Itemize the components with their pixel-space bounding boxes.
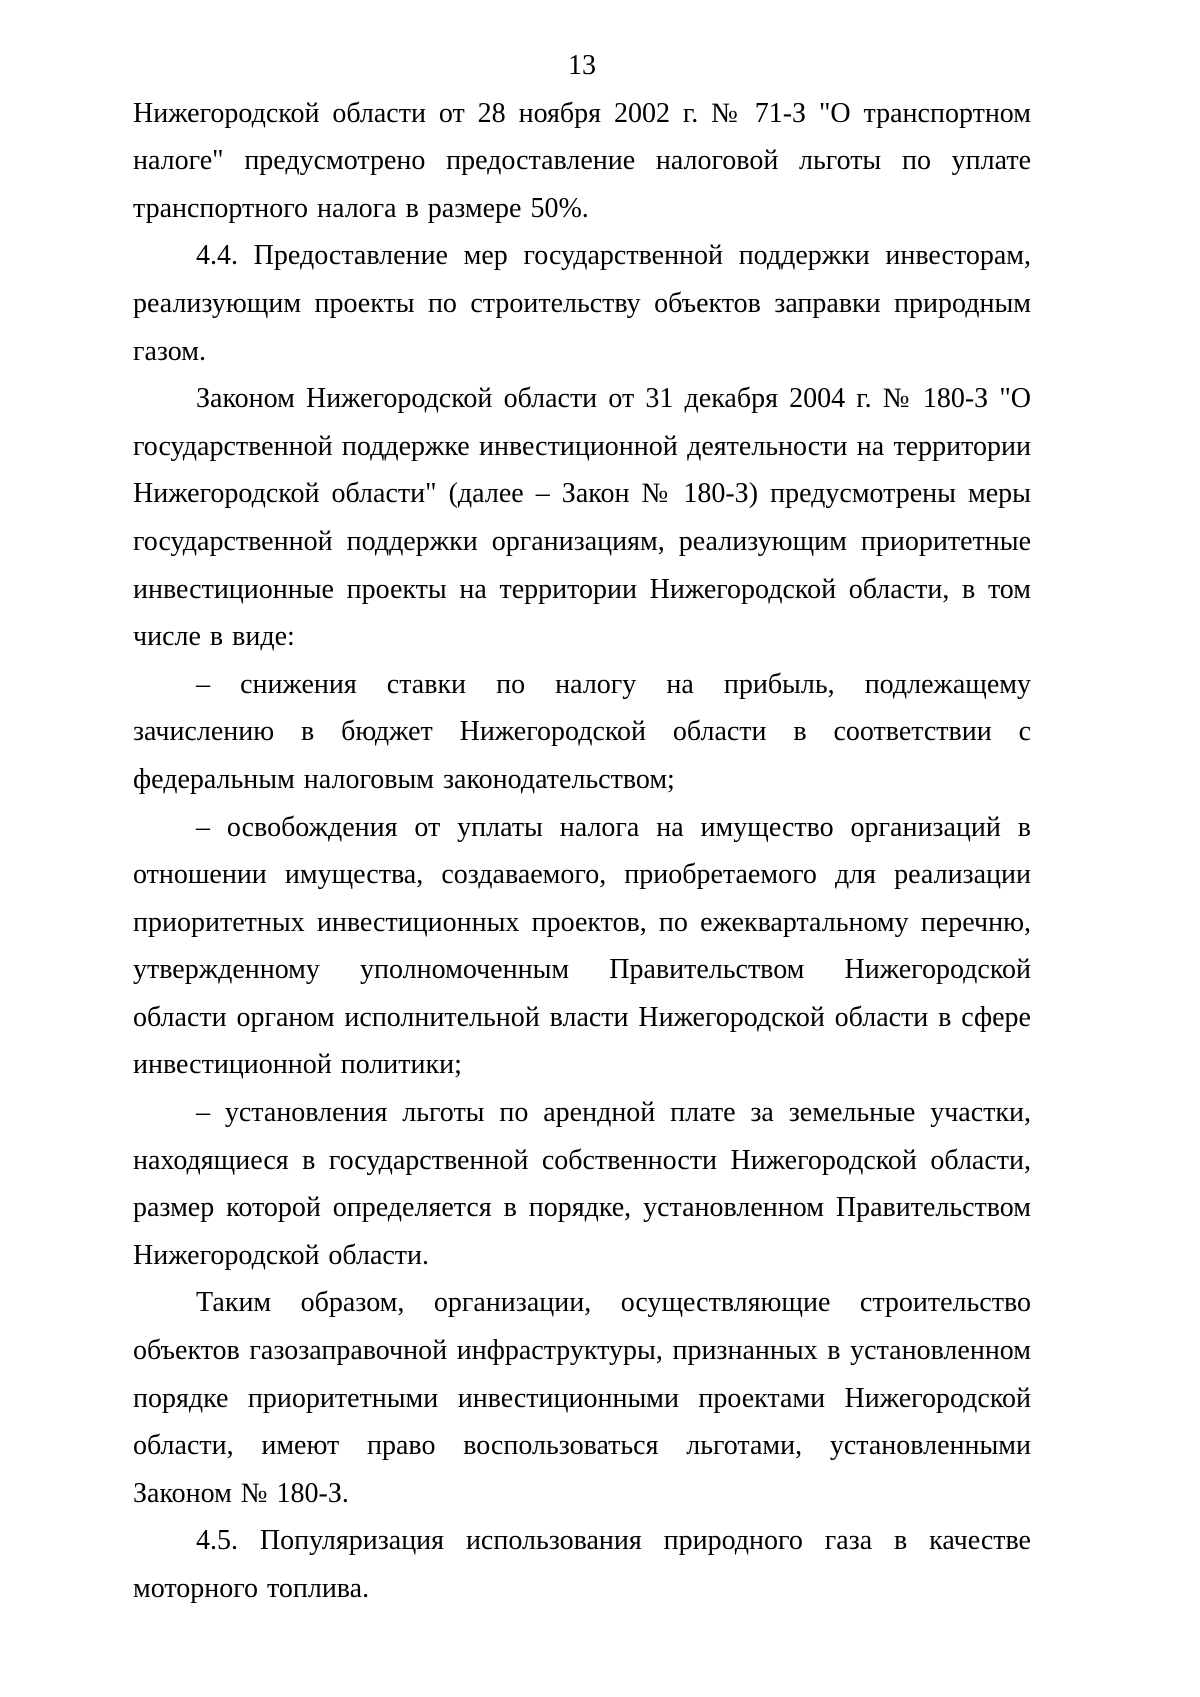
paragraph: – снижения ставки по налогу на прибыль, подлежащему зачислению в бюджет Нижегородской области в соответствии с федеральным налоговым законодательством; [133, 668, 1031, 795]
paragraph: 4.4. Предоставление мер государственной поддержки инвесторам, реализующим проекты по строительству объектов заправки природным газом. [133, 240, 1031, 367]
page-number: 13 [568, 50, 596, 81]
document-body [133, 90, 1031, 1613]
paragraph: Законом Нижегородской области от 31 декабря 2004 г. № 180-З "О государственной поддержке инвестиционной деятельности на территории Нижегородской области" (далее – Закон № 180-З) предусмотрены меры государственной поддержки организациям, реализующим приоритетные инвестиционные проекты на территории Нижегородской области, в том числе в виде: [133, 383, 1031, 653]
paragraph: 4.5. Популяризация использования природного газа в качестве моторного топлива. [133, 1525, 1031, 1604]
paragraph: – освобождения от уплаты налога на имущество организаций в отношении имущества, создаваемого, приобретаемого для реализации приоритетных инвестиционных проектов, по ежеквартальному перечню, утвержденному уполномоченным Правительством Нижегородской области органом исполнительной власти Нижегородской области в сфере инвестиционной политики; [133, 811, 1031, 1081]
paragraph: Таким образом, организации, осуществляющие строительство объектов газозаправочной инфраструктуры, признанных в установленном порядке приоритетными инвестиционными проектами Нижегородской области, имеют право воспользоваться льготами, установленными Законом № 180-З. [133, 1287, 1031, 1509]
paragraph: Нижегородской области от 28 ноября 2002 г. № 71-З "О транспортном налоге" предусмотрено предоставление налоговой льготы по уплате транспортного налога в размере 50%. [133, 97, 1031, 224]
paragraph: – установления льготы по арендной плате за земельные участки, находящиеся в государственной собственности Нижегородской области, размер которой определяется в порядке, установленном Правительством Нижегородской области. [133, 1097, 1031, 1271]
